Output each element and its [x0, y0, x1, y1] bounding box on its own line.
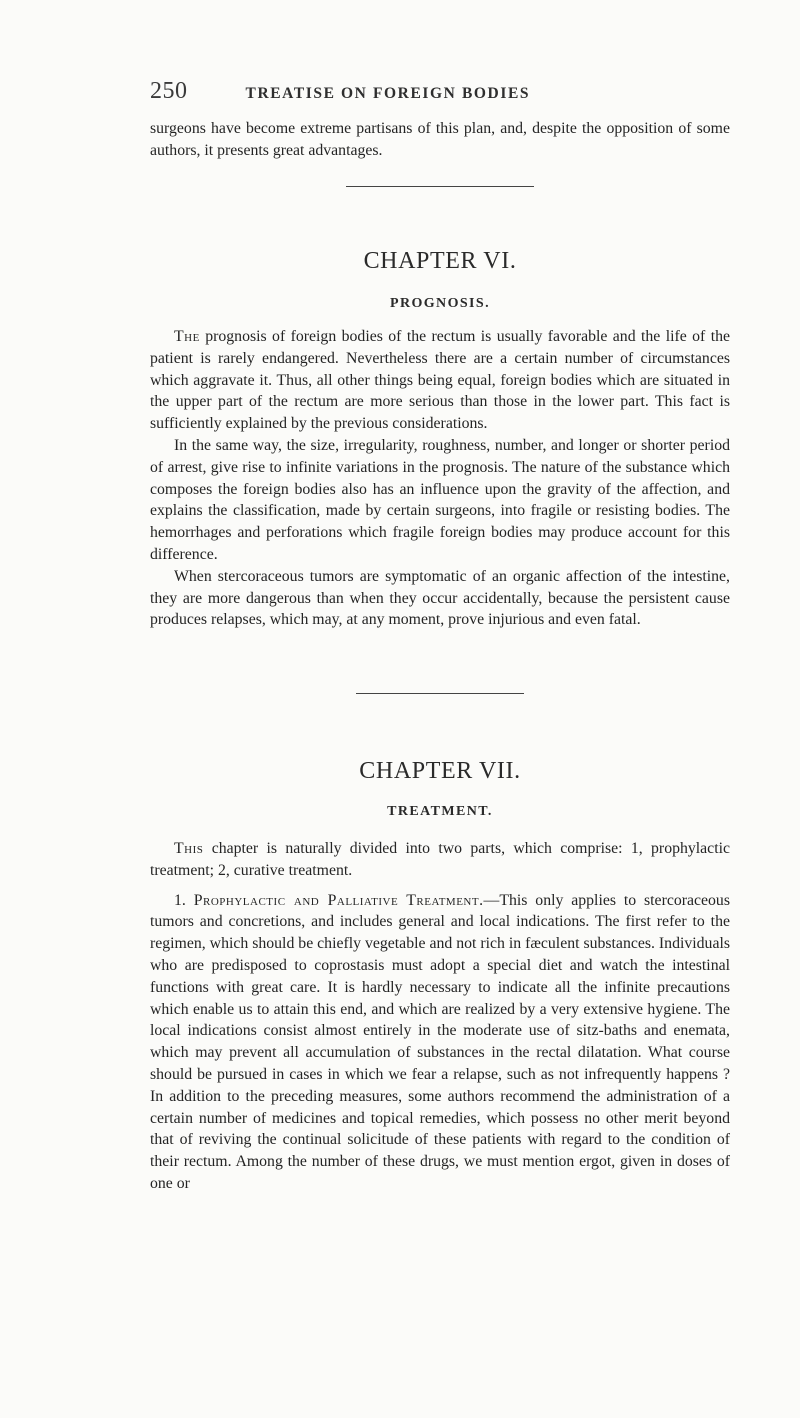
- paragraph: In the same way, the size, irregularity, roughness, number, and longer or shorter period of arrest, give rise to infinite variations in the prognosis. The nature of the substance which composes the foreign bodies also has an influence upon the gravity of the affection, and explains the classification, made by certain surgeons, into fragile or resisting bodies. The hemorrhages and perforations which fragile foreign bodies may produce account for this difference.: [150, 436, 730, 563]
- chapter-6-body: [150, 326, 730, 631]
- paragraph: [150, 890, 730, 1195]
- section-divider: [356, 693, 524, 694]
- chapter-6-subtitle: PROGNOSIS.: [390, 296, 490, 311]
- section-heading: Prophylactic and Palliative Treatment.: [193, 891, 484, 909]
- page-number: 250: [150, 78, 188, 104]
- paragraph: [150, 838, 730, 882]
- running-head: [150, 78, 710, 105]
- intro-text: surgeons have become extreme partisans of this plan, and, despite the opposition of some authors, it presents great advantages.: [150, 120, 730, 159]
- paragraph-text: chapter is naturally divided into two parts, which comprise: 1, prophylactic treatment; 2, curative treatment.: [150, 840, 730, 879]
- paragraph-lead: The: [174, 328, 200, 345]
- paragraph: [150, 326, 730, 435]
- chapter-6-title: CHAPTER VI.: [363, 248, 517, 274]
- paragraph: When stercoraceous tumors are symptomatic of an organic affection of the intestine, they are more dangerous than when they occur accidentally, because the persistent cause produces relapses, which may, at any moment, prove injurious and even fatal.: [150, 567, 730, 629]
- chapter-7-title: CHAPTER VII.: [359, 758, 521, 784]
- chapter-7-body: [150, 838, 730, 1195]
- section-divider: [346, 186, 534, 187]
- intro-paragraph: [150, 118, 730, 162]
- running-title: TREATISE ON FOREIGN BODIES: [245, 85, 531, 102]
- paragraph-lead: This: [174, 840, 204, 857]
- section-number: 1.: [174, 891, 186, 909]
- paragraph-text: prognosis of foreign bodies of the rectum is usually favorable and the life of the patient is rarely endangered. Nevertheless there are a certain number of circumstances which aggravate it. Thus, all other things being equal, foreign bodies which are situated in the upper part of the rectum are more serious than those in the lower part. This fact is sufficiently explained by the previous considerations.: [150, 328, 730, 433]
- chapter-7-subtitle: TREATMENT.: [387, 804, 493, 819]
- paragraph-text: —This only applies to stercoraceous tumors and concretions, and includes general and local indications. The first refer to the regimen, which should be chiefly vegetable and not rich in fæculent substances. Individuals who are predisposed to coprostasis must adopt a special diet and watch the intestinal functions with great care. It is hardly necessary to indicate all the infinite precautions which enable us to attain this end, and which are realized by a very extensive hygiene. The local indications consist almost entirely in the moderate use of sitz-baths and enemata, which may prevent all accumulation of substances in the rectal dilatation. What course should be pursued in cases in which we fear a relapse, such as not infrequently happens ? In addition to the preceding measures, some authors recommend the administration of a certain number of medicines and topical remedies, which possess no other merit beyond that of reviving the continual solicitude of these patients with regard to the condition of their rectum. Among the number of these drugs, we must mention ergot, given in doses of one or: [150, 891, 730, 1192]
